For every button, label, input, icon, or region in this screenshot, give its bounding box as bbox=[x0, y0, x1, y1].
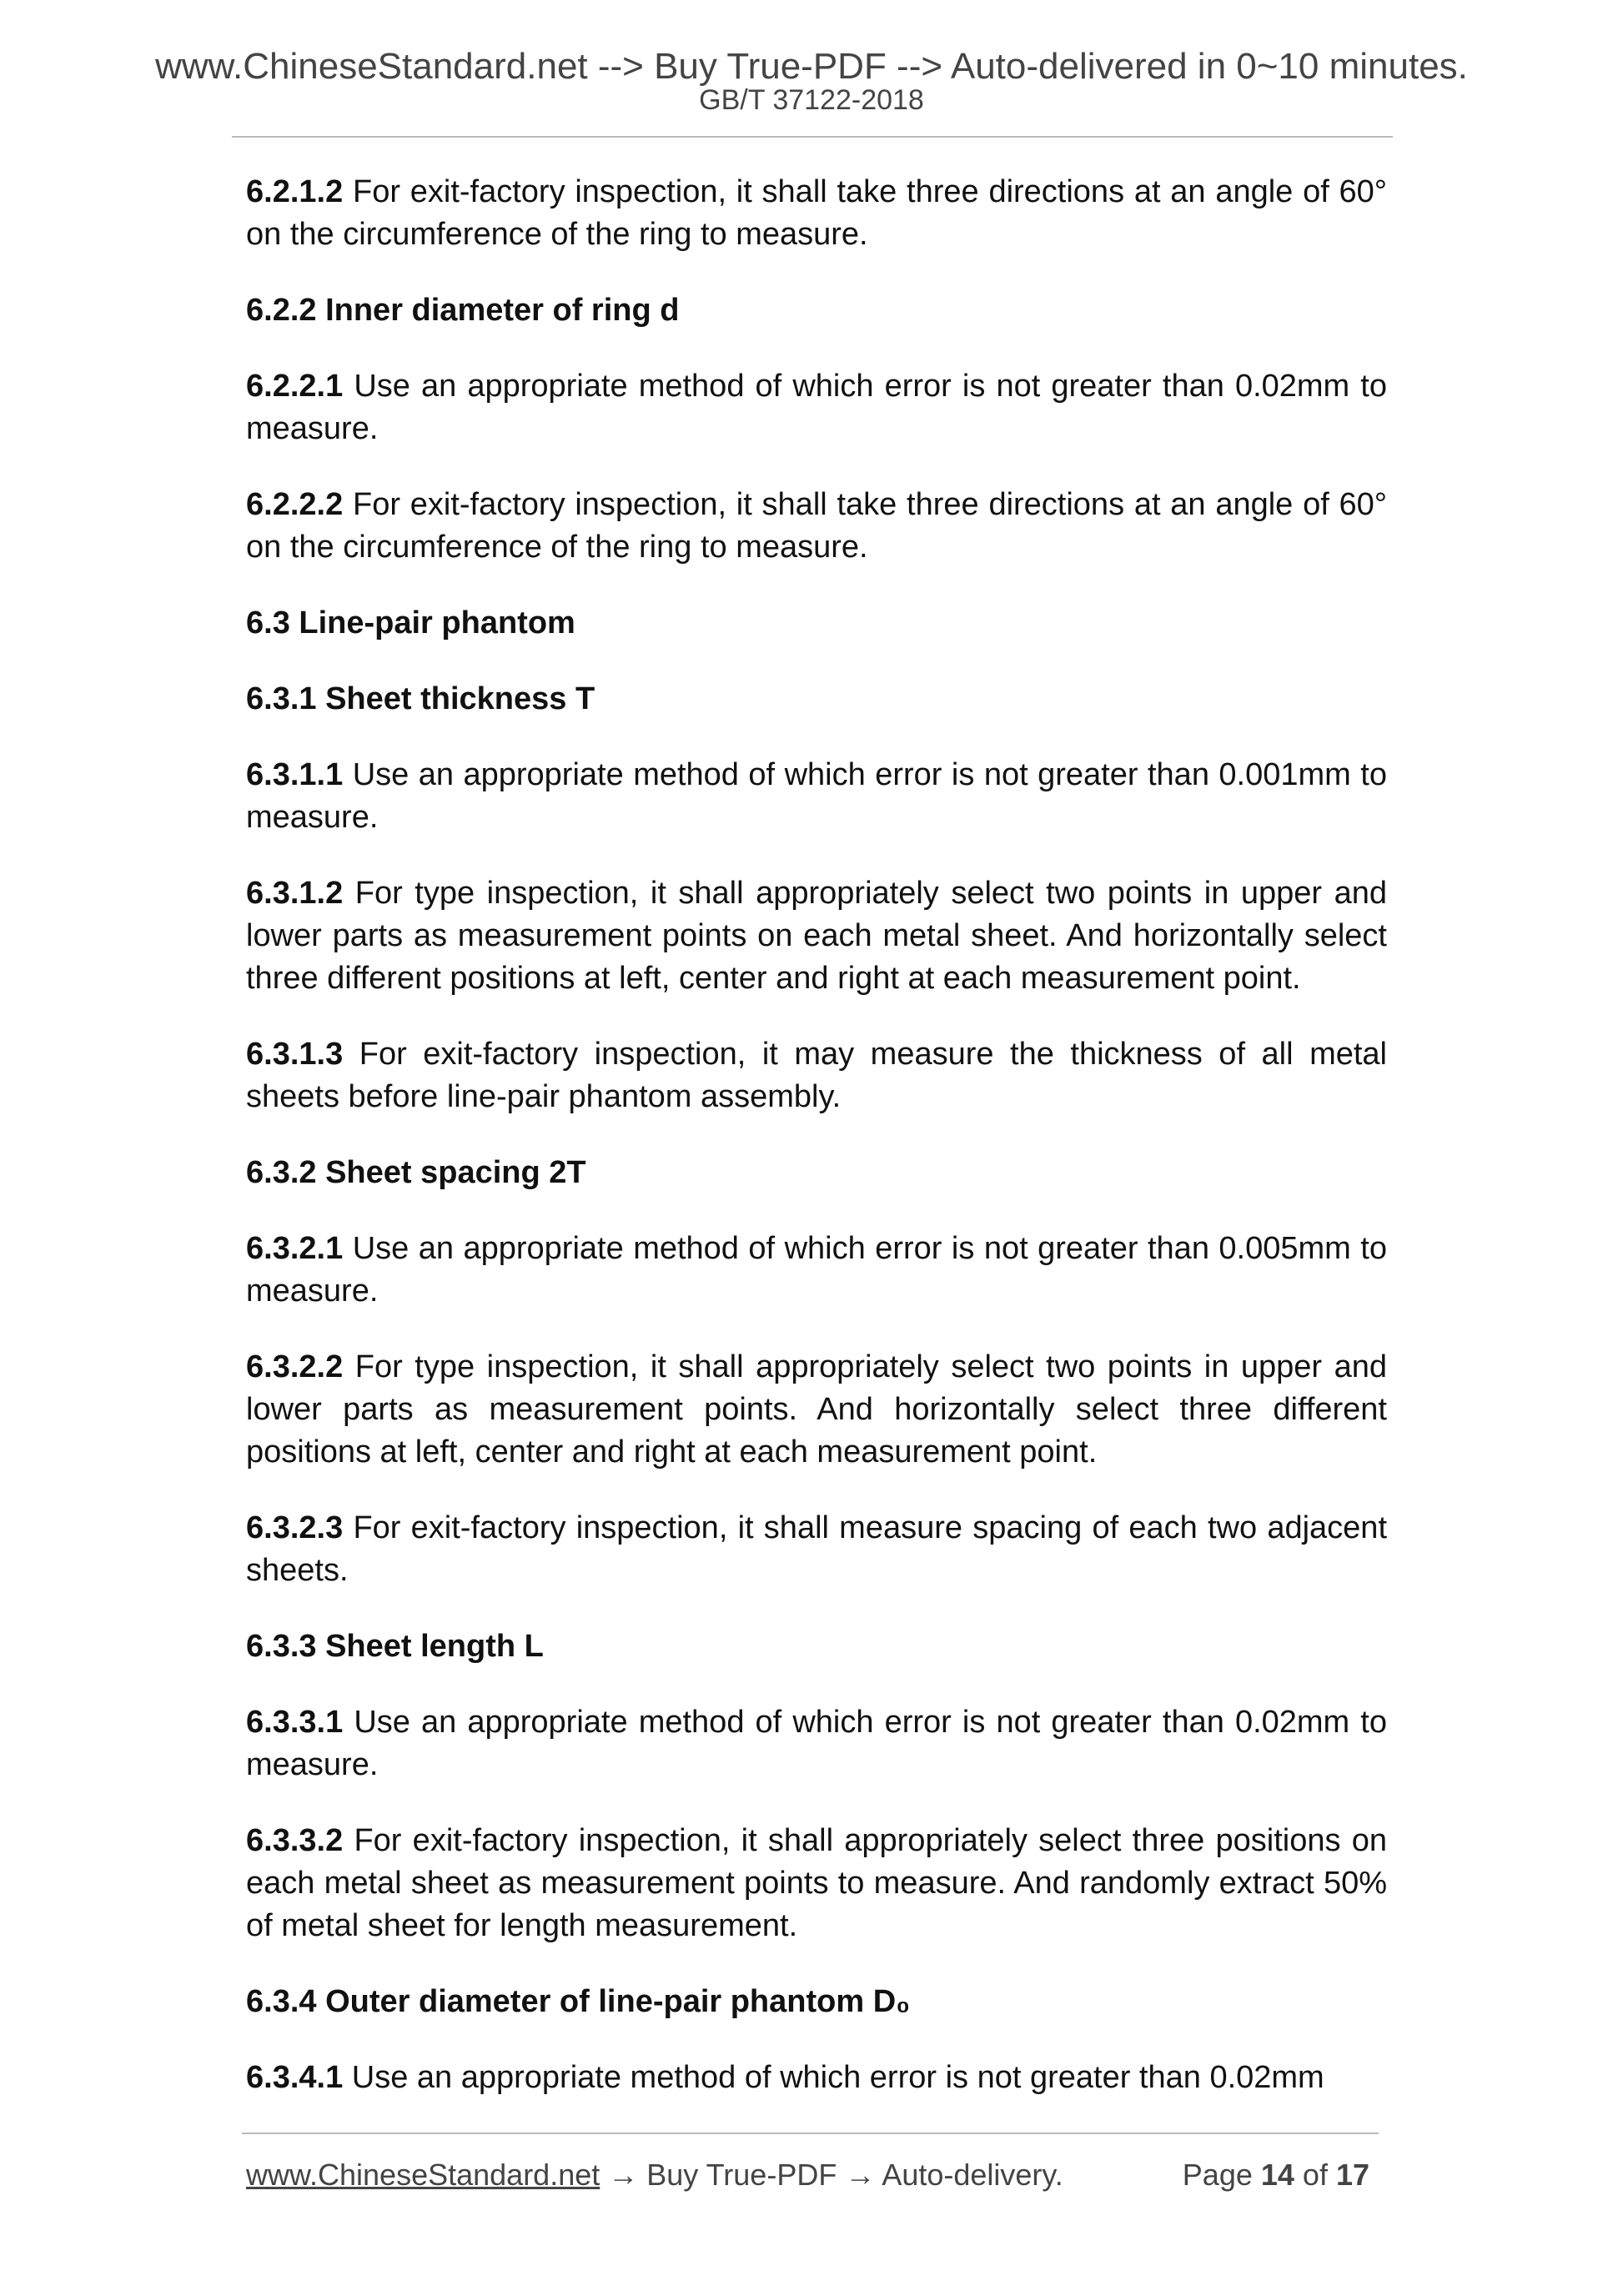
document-code: GB/T 37122-2018 bbox=[699, 84, 924, 116]
clause-number: 6.3.1.2 bbox=[246, 876, 344, 911]
clause-6-3-2-2 bbox=[246, 1346, 1387, 1474]
clause-number: 6.2.2.1 bbox=[246, 369, 344, 404]
clause-text: Use an appropriate method of which error is not greater than 0.02mm to measure. bbox=[246, 1705, 1387, 1782]
clause-number: 6.3.2.3 bbox=[246, 1510, 344, 1545]
clause-6-3-3-2 bbox=[246, 1820, 1387, 1947]
clause-number: 6.2.2.2 bbox=[246, 487, 344, 522]
section-heading: 6.3 Line-pair phantom bbox=[246, 605, 575, 641]
clause-6-2-2-1 bbox=[246, 365, 1387, 450]
clause-6-3-2-1 bbox=[246, 1228, 1387, 1313]
clause-6-3-4-1 bbox=[246, 2057, 1387, 2099]
clause-6-3-1-3 bbox=[246, 1033, 1387, 1118]
clause-number: 6.3.3.2 bbox=[246, 1823, 344, 1858]
section-heading: 6.3.2 Sheet spacing 2T bbox=[246, 1155, 586, 1190]
clause-text: Use an appropriate method of which error is not greater than 0.005mm to measure. bbox=[246, 1231, 1387, 1309]
clause-text: For type inspection, it shall appropriately select two points in upper and lower parts as measurement points on each metal sheet. And horizontally select three different positions at left, center and right at each measurement point. bbox=[246, 876, 1387, 996]
clause-number: 6.2.1.2 bbox=[246, 174, 344, 209]
clause-number: 6.3.1.3 bbox=[246, 1037, 344, 1072]
footer-promo bbox=[246, 2152, 1063, 2198]
section-heading: 6.2.2 Inner diameter of ring d bbox=[246, 293, 680, 328]
clause-text: Use an appropriate method of which error is not greater than 0.02mm bbox=[343, 2060, 1324, 2095]
total-pages-number: 17 bbox=[1335, 2158, 1369, 2192]
clause-number: 6.3.2.2 bbox=[246, 1349, 344, 1384]
clause-number: 6.3.4.1 bbox=[246, 2060, 344, 2095]
footer-tagline: → Buy True-PDF → Auto-delivery. bbox=[600, 2158, 1063, 2192]
clause-text: Use an appropriate method of which error is not greater than 0.001mm to measure. bbox=[246, 757, 1387, 835]
clause-text: For exit-factory inspection, it may measure the thickness of all metal sheets before line-pair phantom assembly. bbox=[246, 1037, 1387, 1114]
clause-text: For exit-factory inspection, it shall measure spacing of each two adjacent sheets. bbox=[246, 1510, 1387, 1588]
section-heading: 6.3.4 Outer diameter of line-pair phantom D₀ bbox=[246, 1984, 911, 2019]
page-indicator bbox=[1183, 2152, 1369, 2198]
page-label: Page bbox=[1182, 2158, 1261, 2192]
clause-number: 6.3.3.1 bbox=[246, 1705, 344, 1740]
clause-6-3-1-1 bbox=[246, 754, 1387, 839]
current-page-number: 14 bbox=[1260, 2158, 1294, 2192]
site-banner: www.ChineseStandard.net --> Buy True-PDF --> Auto-delivered in 0~10 minutes. bbox=[155, 46, 1468, 87]
clause-number: 6.3.1.1 bbox=[246, 757, 344, 792]
page-footer bbox=[246, 2152, 1376, 2202]
clause-6-2-2-2 bbox=[246, 484, 1387, 569]
clause-6-2-1-2 bbox=[246, 171, 1387, 256]
footer-divider bbox=[242, 2133, 1379, 2134]
clause-text: For exit-factory inspection, it shall appropriately select three positions on each metal sheet as measurement points to measure. And randomly extract 50% of metal sheet for length measurement. bbox=[246, 1823, 1387, 1943]
section-heading: 6.3.3 Sheet length L bbox=[246, 1629, 544, 1664]
clause-text: For type inspection, it shall appropriately select two points in upper and lower parts as measurement points. And horizontally select three different positions at left, center and right at each measurement point. bbox=[246, 1349, 1387, 1470]
site-link[interactable]: www.ChineseStandard.net bbox=[246, 2158, 600, 2192]
clause-6-3-3-1 bbox=[246, 1701, 1387, 1786]
clause-6-3-2-3 bbox=[246, 1507, 1387, 1592]
clause-text: For exit-factory inspection, it shall take three directions at an angle of 60° on the circumference of the ring to measure. bbox=[246, 174, 1387, 252]
section-heading: 6.3.1 Sheet thickness T bbox=[246, 681, 595, 716]
page-of-label: of bbox=[1294, 2158, 1336, 2192]
clause-number: 6.3.2.1 bbox=[246, 1231, 344, 1266]
clause-text: For exit-factory inspection, it shall take three directions at an angle of 60° on the circumference of the ring to measure. bbox=[246, 487, 1387, 565]
clause-text: Use an appropriate method of which error is not greater than 0.02mm to measure. bbox=[246, 369, 1387, 446]
clause-6-3-1-2 bbox=[246, 872, 1387, 1000]
header-divider bbox=[232, 136, 1393, 138]
document-body bbox=[246, 171, 1387, 2133]
